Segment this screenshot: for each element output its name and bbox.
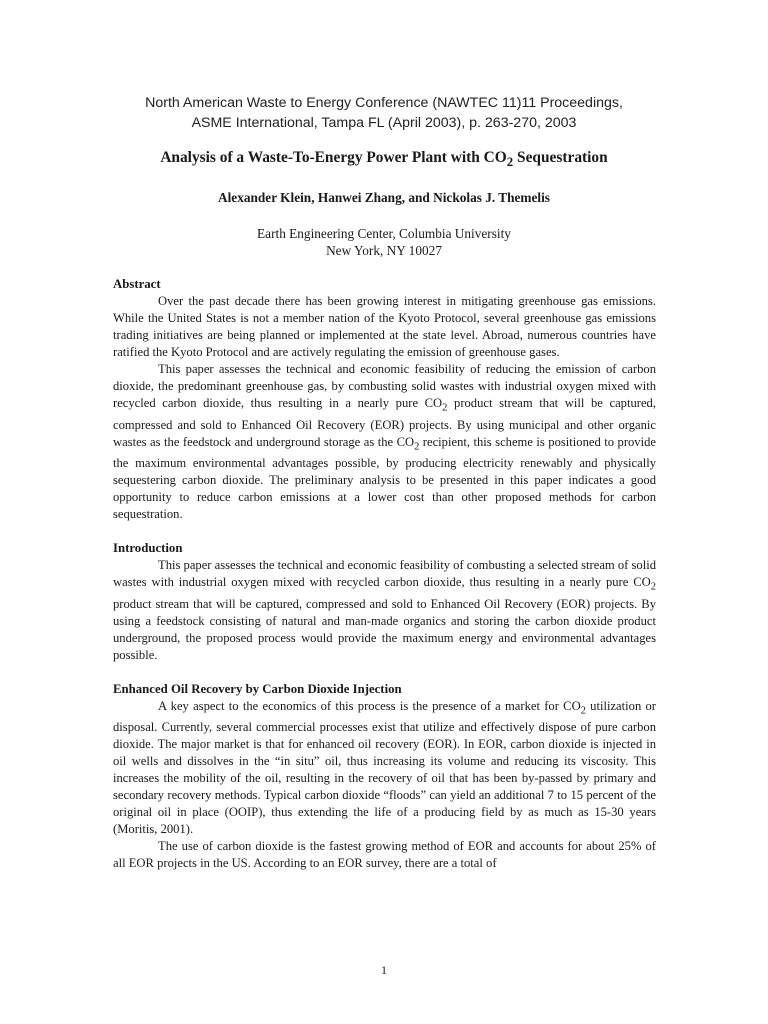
affiliation-line-2: New York, NY 10027 bbox=[326, 243, 442, 258]
eor-paragraph-1 bbox=[113, 698, 656, 839]
intro-part-b: product stream that will be captured, compressed and sold to Enhanced Oil Recovery (EOR) projects. By using a feedstock consisting of natural and man-made organics and storing the carbon dioxide product underground, the proposed process would provide the maximum energy and environmental advantages possible. bbox=[113, 596, 656, 662]
introduction-paragraph bbox=[113, 557, 656, 664]
title-main: Analysis of a Waste-To-Energy Power Plant with CO bbox=[160, 149, 507, 166]
eor-p1-part-b: utilization or disposal. Currently, several commercial processes exist that utilize and effectively dispose of pure carbon dioxide. The major market is that for enhanced oil recovery (EOR). In EOR, carbon dioxide is injected in oil wells and dissolves in the “in situ” oil, thus increasing its volume and reducing its viscosity. This increases the mobility of the oil, resulting in the recovery of oil that has been by-passed by primary and secondary recovery methods. Typical carbon dioxide “floods” can yield an additional 7 to 15 percent of the original oil in place (OOIP), thus extending the life of a producing field by as much as 15-30 years (Moritis, 2001). bbox=[113, 698, 656, 837]
eor-p1-part-a: A key aspect to the economics of this process is the presence of a market for CO bbox=[158, 698, 581, 713]
affiliation bbox=[60, 225, 708, 259]
intro-part-a: This paper assesses the technical and economic feasibility of combusting a selected stream of solid wastes with industrial oxygen mixed with recycled carbon dioxide, thus resulting in a nearly pure CO bbox=[113, 558, 657, 590]
paper-title bbox=[60, 149, 708, 170]
eor-paragraph-2: The use of carbon dioxide is the fastest growing method of EOR and accounts for about 25% of all EOR projects in the US. According to an EOR survey, there are a total of bbox=[113, 839, 656, 871]
section-gap bbox=[113, 664, 656, 681]
subscript: 2 bbox=[580, 705, 586, 717]
introduction-heading: Introduction bbox=[113, 541, 183, 556]
abstract-p2-part-a: This paper assesses the technical and economic feasibility of reducing the emission of carbon dioxide, the predominant greenhouse gas, by combusting solid wastes with industrial oxygen mixed with recycled carbon dioxide, thus resulting in a nearly pure CO bbox=[113, 362, 656, 410]
subscript: 2 bbox=[414, 441, 420, 453]
header-line-1: North American Waste to Energy Conference (NAWTEC 11)11 Proceedings, bbox=[145, 95, 623, 111]
abstract-paragraph-1: Over the past decade there has been growing interest in mitigating greenhouse gas emissions. While the United States is not a member nation of the Kyoto Protocol, several greenhouse gas emissions trading initiatives are being planned or implemented at the state level. Abroad, numerous countries have ratified the Kyoto Protocol and are actively regulating the emission of greenhouse gases. bbox=[113, 294, 656, 359]
subscript: 2 bbox=[650, 581, 656, 593]
abstract-p2-part-c: recipient, this scheme is positioned to provide the maximum environmental advantages possible, by producing electricity renewably and physically sequestering carbon dioxide. The preliminary analysis to be presented in this paper indicates a good opportunity to reduce carbon emissions at a lower cost than other proposed methods for carbon sequestration. bbox=[113, 434, 656, 522]
subscript: 2 bbox=[442, 402, 448, 414]
paper-body bbox=[113, 276, 656, 872]
title-tail: Sequestration bbox=[513, 149, 608, 166]
abstract-p2-part-b: product stream that will be captured, compressed and sold to Enhanced Oil Recovery (EOR) projects. By using municipal and other organic wastes as the feedstock and underground storage as the CO bbox=[113, 396, 656, 449]
author-list: Alexander Klein, Hanwei Zhang, and Nickolas J. Themelis bbox=[218, 190, 550, 205]
abstract-heading: Abstract bbox=[113, 277, 161, 291]
title-subscript: 2 bbox=[506, 155, 514, 170]
section-gap bbox=[113, 523, 656, 540]
affiliation-line-1: Earth Engineering Center, Columbia University bbox=[257, 226, 511, 241]
page-number: 1 bbox=[381, 963, 387, 977]
conference-header bbox=[60, 93, 708, 133]
header-line-2: ASME International, Tampa FL (April 2003), p. 263-270, 2003 bbox=[191, 115, 577, 131]
abstract-paragraph-2 bbox=[113, 361, 656, 523]
eor-heading: Enhanced Oil Recovery by Carbon Dioxide Injection bbox=[113, 681, 402, 696]
